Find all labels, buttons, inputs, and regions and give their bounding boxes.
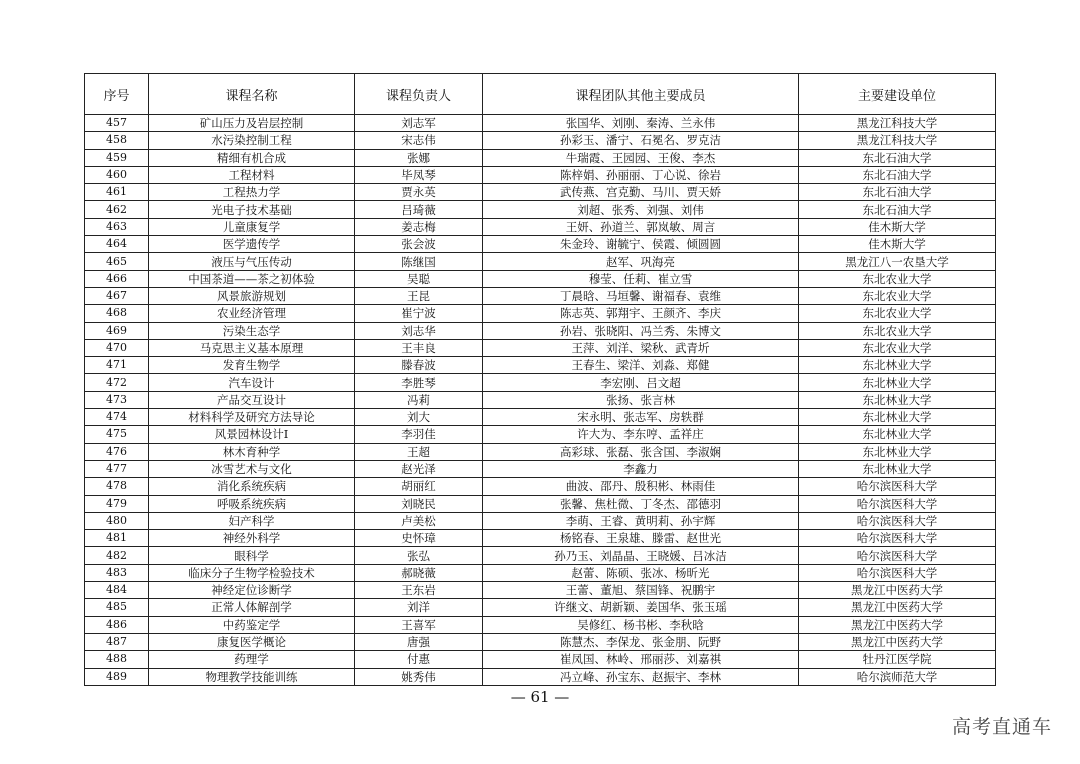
cell-team-members: 孙岩、张晓阳、冯兰秀、朱博文 (483, 322, 799, 339)
cell-course-leader: 吴聪 (355, 270, 483, 287)
cell-team-members: 王妍、孙道兰、郭岚敏、周言 (483, 218, 799, 235)
cell-team-members: 陈梓娟、孙丽丽、丁心说、徐岩 (483, 166, 799, 183)
table-row (85, 374, 996, 391)
cell-team-members: 崔凤国、林岭、邢丽莎、刘嘉祺 (483, 651, 799, 668)
cell-course-name: 发育生物学 (149, 357, 355, 374)
cell-course-leader: 刘志军 (355, 115, 483, 132)
cell-course-leader: 陈继国 (355, 253, 483, 270)
table-row (85, 582, 996, 599)
cell-institution: 哈尔滨医科大学 (799, 530, 996, 547)
cell-index: 468 (85, 305, 149, 322)
table-row (85, 287, 996, 304)
cell-index: 476 (85, 443, 149, 460)
cell-team-members: 陈慧杰、李保龙、张金朋、阮野 (483, 633, 799, 650)
cell-course-leader: 张娜 (355, 149, 483, 166)
table-row (85, 530, 996, 547)
cell-team-members: 李萌、王睿、黄明莉、孙宇辉 (483, 512, 799, 529)
cell-institution: 牡丹江医学院 (799, 651, 996, 668)
cell-course-name: 眼科学 (149, 547, 355, 564)
table-row (85, 218, 996, 235)
cell-course-leader: 刘大 (355, 409, 483, 426)
cell-index: 463 (85, 218, 149, 235)
cell-index: 482 (85, 547, 149, 564)
cell-course-leader: 毕凤琴 (355, 166, 483, 183)
cell-institution: 东北林业大学 (799, 460, 996, 477)
cell-institution: 东北石油大学 (799, 166, 996, 183)
cell-institution: 东北农业大学 (799, 339, 996, 356)
cell-index: 462 (85, 201, 149, 218)
cell-course-leader: 姚秀伟 (355, 668, 483, 685)
cell-team-members: 张馨、焦杜微、丁冬杰、邵德羽 (483, 495, 799, 512)
cell-institution: 东北林业大学 (799, 409, 996, 426)
cell-team-members: 曲波、邵丹、殷积彬、林雨佳 (483, 478, 799, 495)
table-row (85, 184, 996, 201)
table-row (85, 115, 996, 132)
cell-institution: 东北林业大学 (799, 391, 996, 408)
cell-institution: 东北林业大学 (799, 443, 996, 460)
cell-course-name: 产品交互设计 (149, 391, 355, 408)
cell-course-leader: 贾永英 (355, 184, 483, 201)
cell-course-name: 汽车设计 (149, 374, 355, 391)
cell-course-name: 风景园林设计Ⅰ (149, 426, 355, 443)
cell-course-name: 儿童康复学 (149, 218, 355, 235)
table-row (85, 409, 996, 426)
cell-course-name: 污染生态学 (149, 322, 355, 339)
cell-course-name: 正常人体解剖学 (149, 599, 355, 616)
cell-institution: 东北石油大学 (799, 184, 996, 201)
cell-course-name: 神经定位诊断学 (149, 582, 355, 599)
table-row (85, 599, 996, 616)
cell-institution: 黑龙江科技大学 (799, 115, 996, 132)
cell-institution: 哈尔滨医科大学 (799, 495, 996, 512)
cell-course-name: 精细有机合成 (149, 149, 355, 166)
cell-team-members: 冯立峰、孙宝东、赵振宇、李林 (483, 668, 799, 685)
cell-course-leader: 刘志华 (355, 322, 483, 339)
cell-course-name: 医学遗传学 (149, 236, 355, 253)
cell-index: 480 (85, 512, 149, 529)
cell-index: 484 (85, 582, 149, 599)
table-row (85, 305, 996, 322)
cell-institution: 哈尔滨医科大学 (799, 564, 996, 581)
cell-index: 474 (85, 409, 149, 426)
cell-institution: 黑龙江中医药大学 (799, 616, 996, 633)
cell-course-leader: 李胜琴 (355, 374, 483, 391)
cell-course-leader: 姜志梅 (355, 218, 483, 235)
header-course-leader: 课程负责人 (355, 74, 483, 115)
table-row (85, 236, 996, 253)
cell-course-leader: 赵光泽 (355, 460, 483, 477)
cell-course-leader: 吕琦薇 (355, 201, 483, 218)
cell-institution: 东北石油大学 (799, 201, 996, 218)
table-row (85, 460, 996, 477)
cell-team-members: 吴修红、杨书彬、李秋晗 (483, 616, 799, 633)
cell-course-leader: 滕春波 (355, 357, 483, 374)
cell-course-leader: 张会波 (355, 236, 483, 253)
cell-institution: 东北农业大学 (799, 270, 996, 287)
cell-course-name: 工程热力学 (149, 184, 355, 201)
table-row (85, 478, 996, 495)
table-row (85, 426, 996, 443)
cell-institution: 东北林业大学 (799, 426, 996, 443)
table-row (85, 633, 996, 650)
cell-course-name: 液压与气压传动 (149, 253, 355, 270)
header-institution: 主要建设单位 (799, 74, 996, 115)
cell-index: 483 (85, 564, 149, 581)
cell-institution: 东北农业大学 (799, 287, 996, 304)
cell-course-leader: 卢美松 (355, 512, 483, 529)
cell-course-name: 马克思主义基本原理 (149, 339, 355, 356)
cell-course-leader: 付惠 (355, 651, 483, 668)
cell-index: 461 (85, 184, 149, 201)
cell-course-leader: 王东岩 (355, 582, 483, 599)
cell-institution: 东北农业大学 (799, 305, 996, 322)
cell-course-name: 冰雪艺术与文化 (149, 460, 355, 477)
cell-course-leader: 刘晓民 (355, 495, 483, 512)
cell-team-members: 丁晨晗、马垣馨、谢福春、袁维 (483, 287, 799, 304)
cell-course-name: 工程材料 (149, 166, 355, 183)
cell-index: 488 (85, 651, 149, 668)
cell-index: 464 (85, 236, 149, 253)
cell-course-name: 呼吸系统疾病 (149, 495, 355, 512)
cell-course-name: 中国茶道——茶之初体验 (149, 270, 355, 287)
cell-institution: 黑龙江中医药大学 (799, 599, 996, 616)
cell-team-members: 赵军、巩海亮 (483, 253, 799, 270)
cell-course-name: 材料科学及研究方法导论 (149, 409, 355, 426)
cell-institution: 哈尔滨医科大学 (799, 547, 996, 564)
cell-course-name: 矿山压力及岩层控制 (149, 115, 355, 132)
cell-index: 487 (85, 633, 149, 650)
cell-course-leader: 李羽佳 (355, 426, 483, 443)
cell-team-members: 刘超、张秀、刘强、刘伟 (483, 201, 799, 218)
cell-course-leader: 唐强 (355, 633, 483, 650)
cell-course-leader: 崔宁波 (355, 305, 483, 322)
cell-index: 473 (85, 391, 149, 408)
cell-course-name: 临床分子生物学检验技术 (149, 564, 355, 581)
table-row (85, 547, 996, 564)
cell-team-members: 高彩球、张磊、张含国、李淑娴 (483, 443, 799, 460)
cell-course-name: 中药鉴定学 (149, 616, 355, 633)
cell-index: 485 (85, 599, 149, 616)
cell-course-leader: 刘洋 (355, 599, 483, 616)
cell-index: 477 (85, 460, 149, 477)
cell-index: 471 (85, 357, 149, 374)
cell-index: 478 (85, 478, 149, 495)
cell-index: 486 (85, 616, 149, 633)
cell-team-members: 李宏刚、吕文超 (483, 374, 799, 391)
cell-team-members: 武传燕、宫克勤、马川、贾天娇 (483, 184, 799, 201)
cell-team-members: 张国华、刘刚、秦涛、兰永伟 (483, 115, 799, 132)
cell-index: 466 (85, 270, 149, 287)
table-row (85, 357, 996, 374)
cell-institution: 佳木斯大学 (799, 218, 996, 235)
cell-index: 467 (85, 287, 149, 304)
cell-course-name: 光电子技术基础 (149, 201, 355, 218)
table-row (85, 322, 996, 339)
cell-institution: 东北石油大学 (799, 149, 996, 166)
cell-course-leader: 王超 (355, 443, 483, 460)
cell-index: 469 (85, 322, 149, 339)
cell-course-leader: 史怀璋 (355, 530, 483, 547)
cell-team-members: 王萍、刘洋、梁秋、武青圻 (483, 339, 799, 356)
cell-index: 460 (85, 166, 149, 183)
table-row (85, 166, 996, 183)
cell-index: 479 (85, 495, 149, 512)
table-row (85, 270, 996, 287)
header-course-name: 课程名称 (149, 74, 355, 115)
table-row (85, 443, 996, 460)
cell-index: 481 (85, 530, 149, 547)
cell-course-name: 妇产科学 (149, 512, 355, 529)
cell-team-members: 宋永明、张志军、房轶群 (483, 409, 799, 426)
cell-institution: 黑龙江中医药大学 (799, 582, 996, 599)
cell-team-members: 张扬、张言林 (483, 391, 799, 408)
table-row (85, 495, 996, 512)
cell-team-members: 王春生、梁洋、刘淼、郑健 (483, 357, 799, 374)
cell-team-members: 许大为、李东哼、孟祥庄 (483, 426, 799, 443)
table-row (85, 391, 996, 408)
cell-course-name: 神经外科学 (149, 530, 355, 547)
cell-index: 458 (85, 132, 149, 149)
cell-course-name: 消化系统疾病 (149, 478, 355, 495)
cell-course-leader: 王丰良 (355, 339, 483, 356)
cell-index: 475 (85, 426, 149, 443)
cell-course-leader: 王昆 (355, 287, 483, 304)
cell-institution: 黑龙江科技大学 (799, 132, 996, 149)
table-row (85, 616, 996, 633)
cell-institution: 佳木斯大学 (799, 236, 996, 253)
cell-team-members: 杨铭春、王泉雄、滕雷、赵世光 (483, 530, 799, 547)
cell-team-members: 穆莹、任莉、崔立雪 (483, 270, 799, 287)
cell-team-members: 赵蕾、陈硕、张冰、杨昕光 (483, 564, 799, 581)
cell-team-members: 李鑫力 (483, 460, 799, 477)
cell-team-members: 陈志英、郭翔宇、王颜齐、李庆 (483, 305, 799, 322)
table-row (85, 253, 996, 270)
cell-course-name: 物理教学技能训练 (149, 668, 355, 685)
cell-course-name: 风景旅游规划 (149, 287, 355, 304)
cell-index: 472 (85, 374, 149, 391)
cell-institution: 哈尔滨医科大学 (799, 512, 996, 529)
cell-index: 489 (85, 668, 149, 685)
course-table (84, 73, 996, 686)
cell-course-leader: 宋志伟 (355, 132, 483, 149)
cell-institution: 黑龙江中医药大学 (799, 633, 996, 650)
header-team-members: 课程团队其他主要成员 (483, 74, 799, 115)
cell-index: 459 (85, 149, 149, 166)
cell-index: 470 (85, 339, 149, 356)
table-row (85, 668, 996, 685)
table-row (85, 651, 996, 668)
table-row (85, 201, 996, 218)
cell-course-leader: 冯莉 (355, 391, 483, 408)
cell-index: 457 (85, 115, 149, 132)
cell-institution: 黑龙江八一农垦大学 (799, 253, 996, 270)
table-row (85, 149, 996, 166)
cell-course-name: 康复医学概论 (149, 633, 355, 650)
cell-institution: 东北农业大学 (799, 322, 996, 339)
cell-institution: 哈尔滨医科大学 (799, 478, 996, 495)
cell-institution: 东北林业大学 (799, 357, 996, 374)
table-header-row (85, 74, 996, 115)
cell-team-members: 朱金玲、谢毓宁、侯霞、倾圆圆 (483, 236, 799, 253)
cell-course-leader: 张弘 (355, 547, 483, 564)
table-row (85, 132, 996, 149)
table-body (85, 115, 996, 686)
header-index: 序号 (85, 74, 149, 115)
cell-team-members: 许继文、胡新颖、姜国华、张玉瑶 (483, 599, 799, 616)
page-number: — 61 — (510, 688, 570, 706)
cell-team-members: 牛瑞霞、王园园、王俊、李杰 (483, 149, 799, 166)
cell-course-name: 水污染控制工程 (149, 132, 355, 149)
watermark-text: 高考直通车 (951, 716, 1052, 738)
cell-course-leader: 王喜军 (355, 616, 483, 633)
cell-course-name: 农业经济管理 (149, 305, 355, 322)
cell-institution: 哈尔滨师范大学 (799, 668, 996, 685)
cell-team-members: 王蕾、董旭、蔡国锋、祝鹏宇 (483, 582, 799, 599)
cell-team-members: 孙乃玉、刘晶晶、王晓媛、吕冰洁 (483, 547, 799, 564)
cell-institution: 东北林业大学 (799, 374, 996, 391)
table-row (85, 564, 996, 581)
cell-course-leader: 胡丽红 (355, 478, 483, 495)
cell-team-members: 孙彩玉、潘宁、石冕名、罗克洁 (483, 132, 799, 149)
table-row (85, 339, 996, 356)
cell-course-name: 药理学 (149, 651, 355, 668)
cell-index: 465 (85, 253, 149, 270)
cell-course-leader: 郝晓薇 (355, 564, 483, 581)
table-row (85, 512, 996, 529)
cell-course-name: 林木育种学 (149, 443, 355, 460)
